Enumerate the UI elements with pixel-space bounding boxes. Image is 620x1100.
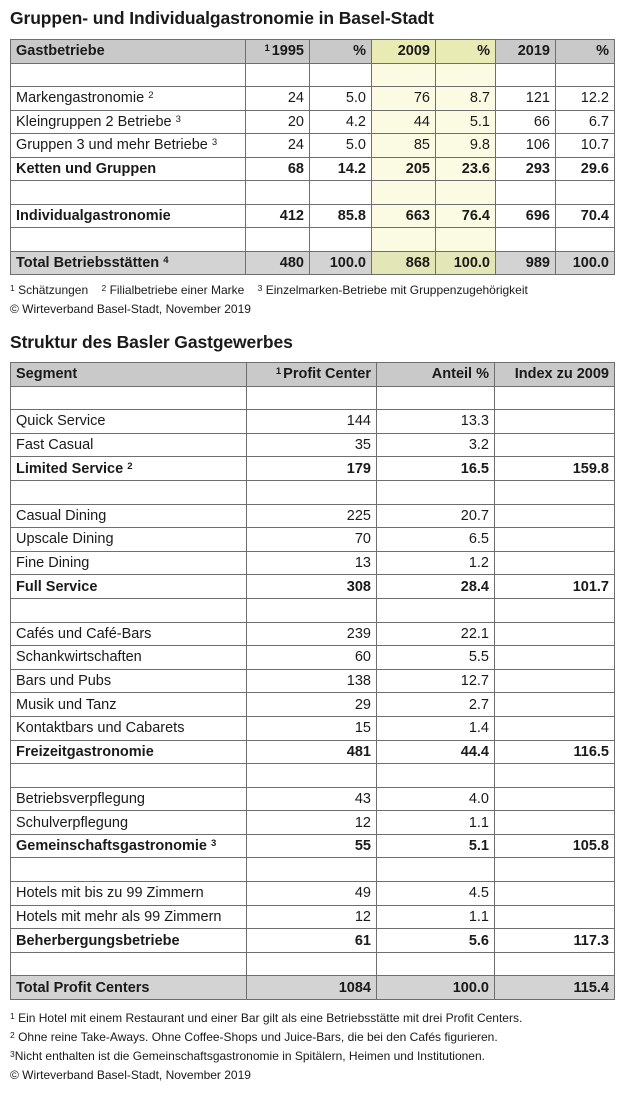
- row-label: Fine Dining: [11, 551, 247, 575]
- col-header-pct-2009: %: [436, 40, 496, 64]
- table-cell: 144: [247, 410, 377, 434]
- table-row: [11, 504, 615, 528]
- table-cell: 29: [247, 693, 377, 717]
- table-cell: [495, 551, 615, 575]
- table-cell: 115.4: [495, 976, 615, 1000]
- table-cell: 481: [247, 740, 377, 764]
- spacer-row: [11, 858, 615, 882]
- footnote-marker: 3: [211, 838, 217, 850]
- cell-text: Gemeinschaftsgastronomie: [16, 838, 207, 855]
- table-cell: [246, 63, 310, 87]
- footnote-marker: 2: [127, 460, 133, 472]
- table-cell: [246, 181, 310, 205]
- cell-text: Total Betriebsstätten: [16, 254, 160, 271]
- spacer-row: [11, 181, 615, 205]
- footnote-line: [10, 281, 614, 300]
- table-row: [11, 110, 615, 134]
- subtotal-row: [11, 204, 615, 228]
- spacer-row: [11, 952, 615, 976]
- col-header-segment: Segment: [11, 363, 247, 387]
- footnote-marker: 1: [275, 366, 282, 378]
- table-cell: 205: [372, 157, 436, 181]
- table-cell: 66: [496, 110, 556, 134]
- row-label: Musik und Tanz: [11, 693, 247, 717]
- subtotal-row: [11, 834, 615, 858]
- table-cell: 49: [247, 882, 377, 906]
- row-label: Casual Dining: [11, 504, 247, 528]
- row-label: Total Profit Centers: [11, 976, 247, 1000]
- table-cell: [377, 598, 495, 622]
- table-cell: 989: [496, 251, 556, 275]
- table-cell: [11, 764, 247, 788]
- table-cell: [495, 504, 615, 528]
- table-cell: 117.3: [495, 929, 615, 953]
- table-row: [11, 622, 615, 646]
- row-label: Fast Casual: [11, 433, 247, 457]
- table-row: [11, 410, 615, 434]
- table-cell: [11, 386, 247, 410]
- table-cell: 1.2: [377, 551, 495, 575]
- table-cell: [310, 181, 372, 205]
- table-cell: [436, 181, 496, 205]
- footnote-marker: 2: [10, 1030, 15, 1041]
- spacer-row: [11, 598, 615, 622]
- table-cell: [495, 693, 615, 717]
- col-header-profit-center: [247, 363, 377, 387]
- table-cell: 179: [247, 457, 377, 481]
- row-label: Hotels mit mehr als 99 Zimmern: [11, 905, 247, 929]
- footnote-marker: 2: [148, 90, 154, 102]
- table-cell: [372, 181, 436, 205]
- footnote-marker: 4: [163, 254, 169, 266]
- table2-title: Struktur des Basler Gastgewerbes: [10, 332, 293, 352]
- table-cell: [247, 858, 377, 882]
- table-cell: 6.5: [377, 528, 495, 552]
- table-cell: [495, 386, 615, 410]
- table-cell: [496, 181, 556, 205]
- table-cell: [377, 952, 495, 976]
- row-label: [11, 251, 246, 275]
- table-row: [11, 528, 615, 552]
- table-row: [11, 669, 615, 693]
- table-cell: 70.4: [556, 204, 615, 228]
- footnote-line: [10, 1047, 614, 1066]
- row-label: [11, 110, 246, 134]
- table-cell: 61: [247, 929, 377, 953]
- table-cell: 121: [496, 87, 556, 111]
- table-cell: 24: [246, 134, 310, 158]
- table-cell: 6.7: [556, 110, 615, 134]
- table-cell: [11, 228, 246, 252]
- table-cell: [377, 764, 495, 788]
- row-label: Individualgastronomie: [11, 204, 246, 228]
- table-cell: 14.2: [310, 157, 372, 181]
- table-cell: 308: [247, 575, 377, 599]
- table-cell: 29.6: [556, 157, 615, 181]
- table-cell: 68: [246, 157, 310, 181]
- spacer-row: [11, 480, 615, 504]
- table1-title: Gruppen- und Individualgastronomie in Basel-Stadt: [10, 8, 434, 28]
- row-label: Schulverpflegung: [11, 811, 247, 835]
- row-label: Cafés und Café-Bars: [11, 622, 247, 646]
- table-cell: [11, 858, 247, 882]
- table-cell: [247, 480, 377, 504]
- table-cell: [377, 480, 495, 504]
- table-cell: [247, 764, 377, 788]
- subtotal-row: [11, 457, 615, 481]
- table-cell: [11, 598, 247, 622]
- row-label: Freizeitgastronomie: [11, 740, 247, 764]
- table-cell: 35: [247, 433, 377, 457]
- row-label: Bars und Pubs: [11, 669, 247, 693]
- table-cell: 159.8: [495, 457, 615, 481]
- table-cell: 2.7: [377, 693, 495, 717]
- table1-footnotes: [10, 281, 614, 318]
- table-row: [11, 787, 615, 811]
- table-cell: [247, 598, 377, 622]
- col-header-anteil: Anteil %: [377, 363, 495, 387]
- table-cell: 85.8: [310, 204, 372, 228]
- subtotal-row: [11, 157, 615, 181]
- table-cell: [495, 433, 615, 457]
- table-cell: 20: [246, 110, 310, 134]
- table-cell: 13.3: [377, 410, 495, 434]
- table-cell: 696: [496, 204, 556, 228]
- footnote-line: [10, 1009, 614, 1028]
- table-cell: 4.2: [310, 110, 372, 134]
- table-cell: 1.4: [377, 716, 495, 740]
- table-cell: 5.1: [436, 110, 496, 134]
- table-cell: [11, 952, 247, 976]
- table-cell: 12.2: [556, 87, 615, 111]
- table-cell: 85: [372, 134, 436, 158]
- table-cell: 24: [246, 87, 310, 111]
- table-cell: 15: [247, 716, 377, 740]
- table-cell: [495, 622, 615, 646]
- table-cell: 4.5: [377, 882, 495, 906]
- table-cell: 225: [247, 504, 377, 528]
- total-row: [11, 251, 615, 275]
- table-cell: [495, 811, 615, 835]
- footnote-line: [10, 1028, 614, 1047]
- table-cell: 12: [247, 905, 377, 929]
- table-header-row: [11, 363, 615, 387]
- table-row: [11, 551, 615, 575]
- table-cell: [495, 410, 615, 434]
- col-header-1995: [246, 40, 310, 64]
- cell-text: Kleingruppen 2 Betriebe: [16, 113, 172, 130]
- table-cell: 100.0: [556, 251, 615, 275]
- table-cell: [495, 764, 615, 788]
- table-cell: [310, 63, 372, 87]
- table-cell: [310, 228, 372, 252]
- table-cell: [247, 952, 377, 976]
- table-cell: 293: [496, 157, 556, 181]
- table-row: [11, 811, 615, 835]
- spacer-row: [11, 386, 615, 410]
- row-label: [11, 834, 247, 858]
- table-cell: [372, 228, 436, 252]
- table-cell: 5.0: [310, 87, 372, 111]
- subtotal-row: [11, 575, 615, 599]
- table-cell: [495, 646, 615, 670]
- row-label: [11, 87, 246, 111]
- table-cell: 4.0: [377, 787, 495, 811]
- table-cell: 8.7: [436, 87, 496, 111]
- table-cell: [495, 787, 615, 811]
- table-cell: 22.1: [377, 622, 495, 646]
- row-label: [11, 134, 246, 158]
- table-cell: 70: [247, 528, 377, 552]
- cell-text: Filialbetriebe einer Marke: [109, 283, 245, 297]
- table-row: [11, 716, 615, 740]
- table-cell: 9.8: [436, 134, 496, 158]
- table-cell: [495, 716, 615, 740]
- cell-text: Einzelmarken-Betriebe mit Gruppenzugehörigkeit: [265, 283, 528, 297]
- table-cell: 12.7: [377, 669, 495, 693]
- table-cell: 76.4: [436, 204, 496, 228]
- table-row: [11, 433, 615, 457]
- row-label: Betriebsverpflegung: [11, 787, 247, 811]
- table-cell: 138: [247, 669, 377, 693]
- table2-footnotes: [10, 1009, 614, 1085]
- table-cell: 44.4: [377, 740, 495, 764]
- table-cell: 101.7: [495, 575, 615, 599]
- row-label: Full Service: [11, 575, 247, 599]
- col-header-pct-1995: %: [310, 40, 372, 64]
- table-cell: [495, 480, 615, 504]
- col-header-2009: 2009: [372, 40, 436, 64]
- col-header-gastbetriebe: Gastbetriebe: [11, 40, 246, 64]
- footnote-marker: 3: [257, 283, 263, 293]
- cell-text: Schätzungen: [18, 283, 89, 297]
- footnote-marker: 2: [101, 283, 107, 293]
- table-cell: 16.5: [377, 457, 495, 481]
- table-header-row: [11, 40, 615, 64]
- table-cell: [495, 882, 615, 906]
- copyright: © Wirteverband Basel-Stadt, November 2019: [10, 301, 251, 316]
- table-cell: 55: [247, 834, 377, 858]
- table-cell: [556, 63, 615, 87]
- table-cell: 239: [247, 622, 377, 646]
- table-row: [11, 87, 615, 111]
- row-label: Hotels mit bis zu 99 Zimmern: [11, 882, 247, 906]
- table-cell: 1.1: [377, 811, 495, 835]
- table-cell: [496, 63, 556, 87]
- table-cell: [556, 228, 615, 252]
- table-cell: 20.7: [377, 504, 495, 528]
- table-cell: 13: [247, 551, 377, 575]
- table-cell: 116.5: [495, 740, 615, 764]
- table-cell: [247, 386, 377, 410]
- cell-text: Profit Center: [283, 366, 371, 383]
- table-cell: [496, 228, 556, 252]
- table-cell: [495, 528, 615, 552]
- footnote-marker: 1: [264, 43, 270, 55]
- table-cell: 44: [372, 110, 436, 134]
- table-cell: [556, 181, 615, 205]
- table-cell: [436, 228, 496, 252]
- table-cell: 412: [246, 204, 310, 228]
- table-cell: [495, 952, 615, 976]
- table-cell: 100.0: [436, 251, 496, 275]
- footnote-marker: 3: [10, 1049, 15, 1060]
- footnote-marker: 3: [211, 137, 218, 149]
- cell-text: Nicht enthalten ist die Gemeinschaftsgastronomie in Spitälern, Heimen und Institutionen.: [14, 1049, 485, 1064]
- table-cell: 5.1: [377, 834, 495, 858]
- table-cell: 105.8: [495, 834, 615, 858]
- table-cell: 5.6: [377, 929, 495, 953]
- footnote-marker: 1: [10, 283, 15, 293]
- table-cell: 106: [496, 134, 556, 158]
- table-row: [11, 646, 615, 670]
- row-label: Quick Service: [11, 410, 247, 434]
- cell-text: Limited Service: [16, 460, 124, 477]
- spacer-row: [11, 63, 615, 87]
- spacer-row: [11, 228, 615, 252]
- table-cell: [11, 181, 246, 205]
- footnote-marker: 3: [175, 113, 181, 125]
- table-cell: 100.0: [310, 251, 372, 275]
- row-label: Kontaktbars und Cabarets: [11, 716, 247, 740]
- subtotal-row: [11, 740, 615, 764]
- cell-text: Ohne reine Take-Aways. Ohne Coffee-Shops und Juice-Bars, die bei den Cafés figurieren.: [18, 1030, 498, 1045]
- table-cell: 60: [247, 646, 377, 670]
- row-label: Ketten und Gruppen: [11, 157, 246, 181]
- gastgewerbe-table: [10, 362, 615, 1000]
- cell-text: Gruppen 3 und mehr Betriebe: [16, 137, 208, 154]
- cell-text: Markengastronomie: [16, 90, 145, 107]
- table-row: [11, 905, 615, 929]
- row-label: Schankwirtschaften: [11, 646, 247, 670]
- table-cell: 100.0: [377, 976, 495, 1000]
- table-cell: [495, 598, 615, 622]
- table-cell: [495, 858, 615, 882]
- table-cell: 5.5: [377, 646, 495, 670]
- col-header-pct-2019: %: [556, 40, 615, 64]
- table-cell: 23.6: [436, 157, 496, 181]
- table-cell: [372, 63, 436, 87]
- table-cell: [11, 480, 247, 504]
- row-label: Beherbergungsbetriebe: [11, 929, 247, 953]
- table-cell: [11, 63, 246, 87]
- footnote-marker: 1: [10, 1011, 15, 1022]
- table-cell: [436, 63, 496, 87]
- table-cell: 1.1: [377, 905, 495, 929]
- table-cell: 76: [372, 87, 436, 111]
- table-cell: [246, 228, 310, 252]
- table-cell: 480: [246, 251, 310, 275]
- cell-text: 1995: [271, 43, 304, 60]
- spacer-row: [11, 764, 615, 788]
- row-label: Upscale Dining: [11, 528, 247, 552]
- table-row: [11, 882, 615, 906]
- total-row: [11, 976, 615, 1000]
- col-header-2019: 2019: [496, 40, 556, 64]
- table-cell: 5.0: [310, 134, 372, 158]
- subtotal-row: [11, 929, 615, 953]
- cell-text: Ein Hotel mit einem Restaurant und einer Bar gilt als eine Betriebsstätte mit drei Profit Centers.: [18, 1011, 523, 1026]
- table-cell: 10.7: [556, 134, 615, 158]
- table-cell: [377, 858, 495, 882]
- table-row: [11, 693, 615, 717]
- table-cell: [495, 669, 615, 693]
- table-cell: 43: [247, 787, 377, 811]
- table-cell: 3.2: [377, 433, 495, 457]
- table-cell: 868: [372, 251, 436, 275]
- copyright: © Wirteverband Basel-Stadt, November 2019: [10, 1068, 251, 1083]
- table-cell: 28.4: [377, 575, 495, 599]
- table-cell: 1084: [247, 976, 377, 1000]
- table-cell: 663: [372, 204, 436, 228]
- table-row: [11, 134, 615, 158]
- table-cell: 12: [247, 811, 377, 835]
- table-cell: [495, 905, 615, 929]
- gastronomie-table: [10, 39, 615, 275]
- col-header-index: Index zu 2009: [495, 363, 615, 387]
- table-cell: [377, 386, 495, 410]
- row-label: [11, 457, 247, 481]
